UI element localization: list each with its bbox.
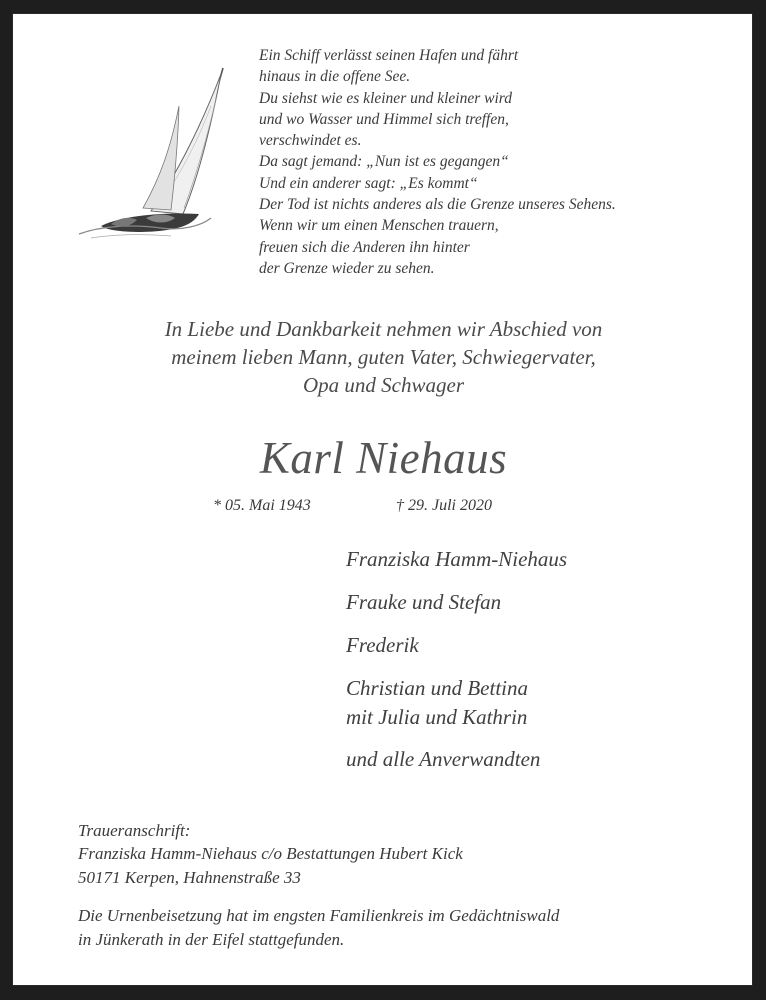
obituary-card	[12, 13, 753, 986]
family-entry: mit Julia und Kathrin	[346, 705, 528, 729]
poem-line: Da sagt jemand: „Nun ist es gegangen“	[259, 153, 509, 170]
poem-line: hinaus in die offene See.	[259, 68, 411, 85]
family-entry: Frederik	[346, 633, 419, 657]
family-entry: Franziska Hamm-Niehaus	[346, 547, 568, 571]
poem-line: Ein Schiff verlässt seinen Hafen und fährt	[259, 47, 519, 64]
birth-date: * 05. Mai 1943	[213, 497, 311, 514]
poem-line: Der Tod ist nichts anderes als die Grenze unseres Sehens.	[259, 196, 616, 213]
address-line: 50171 Kerpen, Hahnenstraße 33	[78, 868, 301, 887]
death-date: † 29. Juli 2020	[396, 497, 492, 514]
family-entry: Frauke und Stefan	[346, 590, 502, 614]
intro-line: meinem lieben Mann, guten Vater, Schwiegervater,	[171, 345, 596, 369]
poem-line: Du siehst wie es kleiner und kleiner wird	[259, 90, 512, 107]
poem-line: verschwindet es.	[259, 132, 362, 149]
deceased-name: Karl Niehaus	[259, 433, 508, 483]
notice-line: Die Urnenbeisetzung hat im engsten Familienkreis im Gedächtniswald	[78, 906, 560, 925]
intro-line: In Liebe und Dankbarkeit nehmen wir Abschied von	[164, 317, 603, 341]
notice-line: in Jünkerath in der Eifel stattgefunden.	[78, 930, 345, 949]
sailboat-icon	[71, 66, 241, 246]
intro-line: Opa und Schwager	[303, 373, 464, 397]
poem-line: Und ein anderer sagt: „Es kommt“	[259, 175, 478, 192]
address-line: Franziska Hamm-Niehaus c/o Bestattungen Hubert Kick	[78, 844, 463, 863]
family-entry: Christian und Bettina	[346, 676, 529, 700]
poem-line: Wenn wir um einen Menschen trauern,	[259, 217, 499, 234]
poem-line: der Grenze wieder zu sehen.	[259, 260, 435, 277]
poem-line: freuen sich die Anderen ihn hinter	[259, 239, 470, 256]
address-label: Traueranschrift:	[78, 821, 191, 840]
poem-line: und wo Wasser und Himmel sich treffen,	[259, 111, 509, 128]
family-entry: und alle Anverwandten	[346, 747, 541, 771]
